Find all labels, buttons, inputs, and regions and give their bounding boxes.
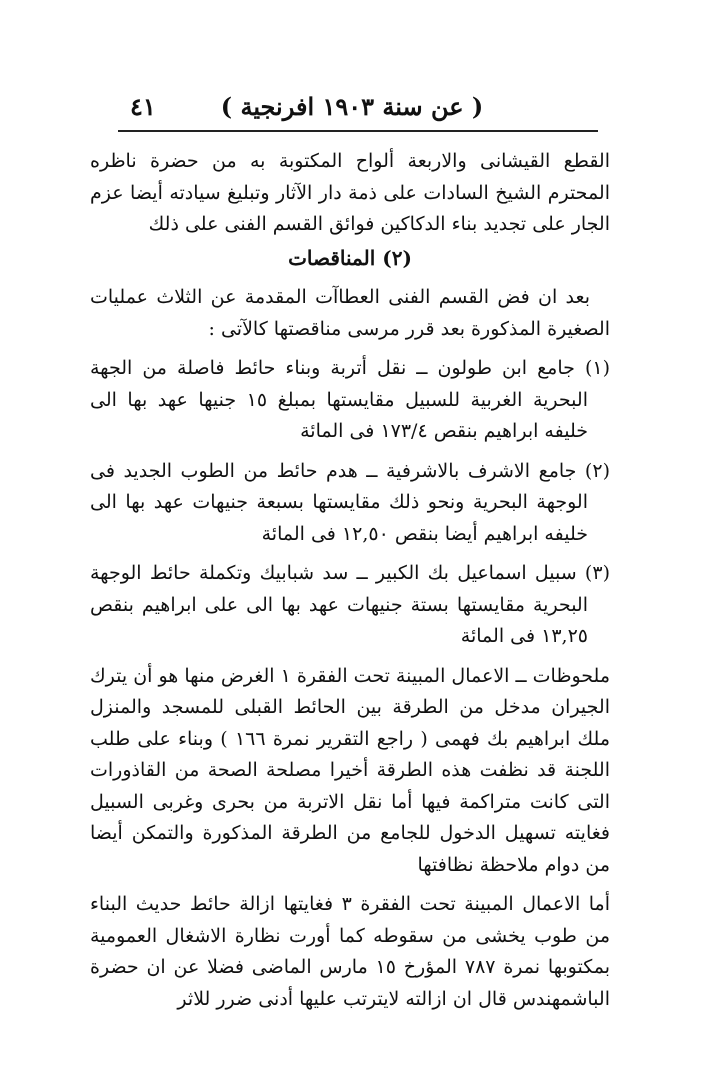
header-rule — [118, 130, 598, 132]
list-item-2: (٢) جامع الاشرف بالاشرفية ــ هدم حائط من الطوب الجديد فى الوجهة البحرية ونحو ذلك مقايستها بسبعة جنيهات عهد بها الى خليفه ابراهيم أيضا بنقص ١٢,٥٠ فى المائة — [90, 459, 610, 545]
page-number: ٤١ — [130, 92, 156, 121]
paragraph-works: أما الاعمال المبينة تحت الفقرة ٣ فغايتها ازالة حائط حديث البناء من طوب يخشى من سقوطه كما أورت نظارة الاشغال العمومية بمكتوبها نمرة ٧٨٧ المؤرخ ١٥ مارس الماضى فضلا عن ان حضرة الباشمهندس قال ان ازالته لايترتب عليها أدنى ضرر للاثر — [90, 893, 610, 1010]
list-item-1: (١) جامع ابن طولون ــ نقل أتربة وبناء حائط فاصلة من الجهة البحرية الغربية للسبيل مقايستها بمبلغ ١٥ جنيها عهد بها الى خليفه ابراهيم بنقص ١٧٣/٤ فى المائة — [90, 357, 610, 442]
body-text — [90, 146, 610, 1015]
page-header — [118, 88, 586, 128]
paragraph-notes: ملحوظات ــ الاعمال المبينة تحت الفقرة ١ الغرض منها هو أن يترك الجيران مدخل من الطرقة بين الحائط القبلى للمسجد والمنزل ملك ابراهيم بك فهمى ( راجع التقرير نمرة ١٦٦ ) وبناء على طلب اللجنة قد نظفت هذه الطرقة أخيرا مصلحة الصحة من القاذورات التى كانت متراكمة فيها أما نقل الاتربة من بحرى وغربى السبيل فغايته تسهيل الدخول للجامع من الطرقة المذكورة والتمكن أيضا من دوام ملاحظة نظافتها — [90, 664, 611, 876]
list-item-3: (٣) سبيل اسماعيل بك الكبير ــ سد شبابيك وتكملة حائط الوجهة البحرية مقايستها بستة جنيهات عهد بها الى على ابراهيم بنقص ١٣,٢٥ فى المائة — [90, 562, 610, 647]
paragraph-tenders: بعد ان فض القسم الفنى العطاآت المقدمة عن الثلاث عمليات الصغيرة المذكورة بعد قرر مرسى مناقصتها كالآتى : — [90, 286, 610, 340]
section-heading: (٢) المناقصات — [288, 245, 412, 270]
paragraph-intro: القطع القيشانى والاربعة ألواح المكتوبة به من حضرة ناظره المحترم الشيخ السادات على ذمة دار الآثار وتبليغ سيادته أيضا عزم الجار على تجديد بناء الدكاكين فوائق القسم الفنى على ذلك — [90, 150, 610, 235]
running-title: ( عن سنة ١٩٠٣ افرنجية ) — [220, 92, 484, 121]
